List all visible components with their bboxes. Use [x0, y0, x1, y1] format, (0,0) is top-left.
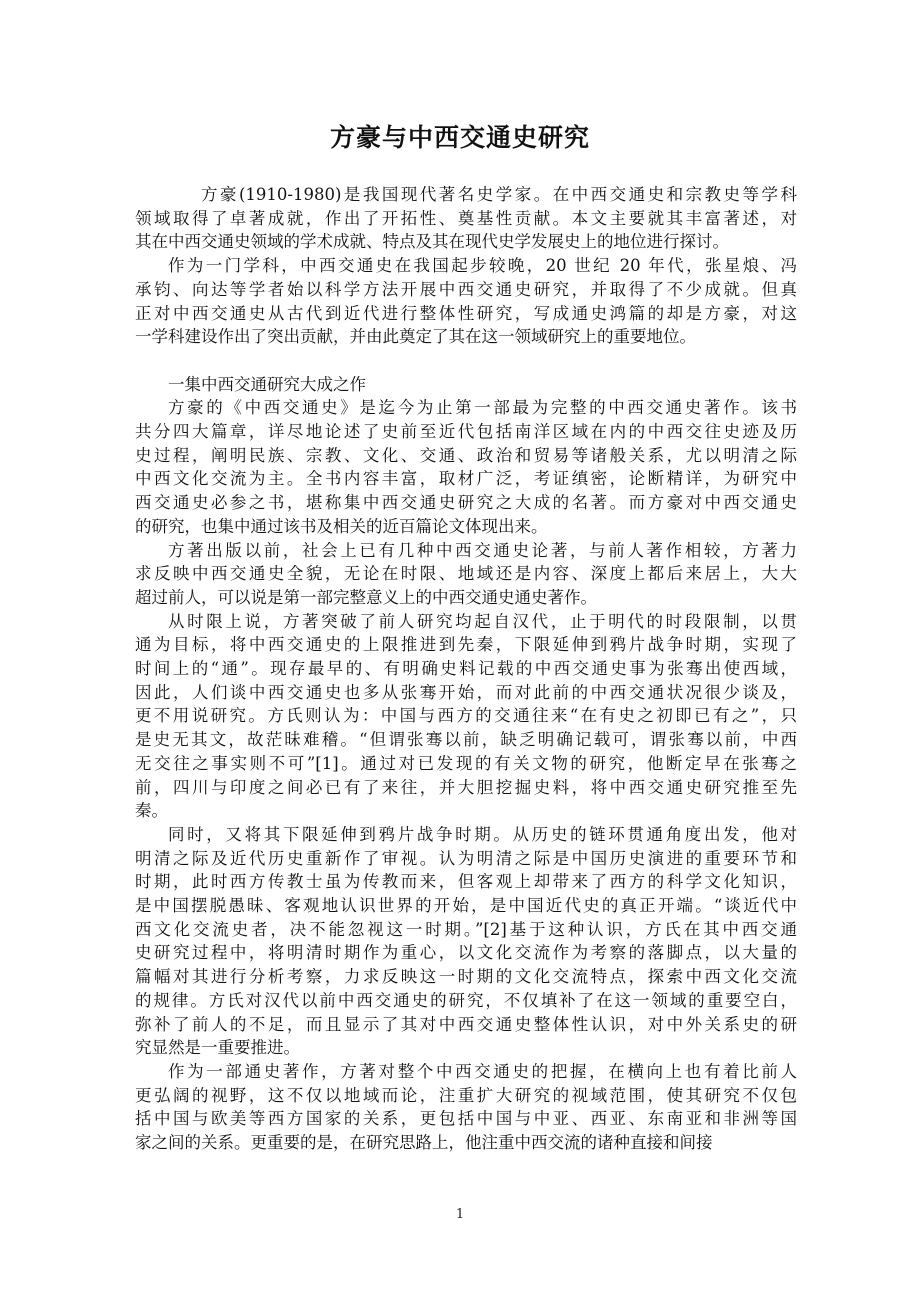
text-line: 西交通史必参之书，堪称集中西交通史研究之大成的名著。而方豪对中西交通史	[135, 493, 797, 513]
document-body	[135, 183, 797, 1155]
text-line: 正对中西交通史从古代到近代进行整体性研究，写成通史鸿篇的却是方豪，对这	[135, 303, 797, 323]
intro-paragraph-2	[135, 254, 797, 349]
section-paragraph-4	[135, 823, 797, 1060]
text-line: 史研究过程中，将明清时期作为重心，以文化交流作为考察的落脚点，以大量的	[135, 943, 797, 963]
text-line: 篇幅对其进行分析考察，力求反映这一时期的文化交流特点，探索中西文化交流	[135, 967, 797, 987]
text-line: 同时，又将其下限延伸到鸦片战争时期。从历史的链环贯通角度出发，他对	[168, 824, 797, 844]
text-line: 史过程，阐明民族、宗教、文化、交通、政治和贸易等诸般关系，尤以明清之际	[135, 445, 797, 465]
text-line: 通为目标，将中西交通史的上限推进到先秦，下限延伸到鸦片战争时期，实现了	[135, 635, 797, 655]
text-line: 前，四川与印度之间必已有了来往，并大胆挖掘史料，将中西交通史研究推至先	[135, 777, 797, 797]
text-line: 究显然是一重要推进。	[135, 1038, 300, 1058]
section-heading: 一集中西交通研究大成之作	[168, 374, 366, 394]
section-paragraph-3	[135, 610, 797, 823]
text-line: 一学科建设作出了突出贡献，并由此奠定了其在这一领域研究上的重要地位。	[135, 327, 696, 347]
text-line: 西文化交流史者，决不能忽视这一时期。”[2]基于这种认识，方氏在其中西交通	[135, 919, 797, 939]
text-line: 超过前人，可以说是第一部完整意义上的中西交通史通史著作。	[135, 587, 597, 607]
text-line: 承钧、向达等学者始以科学方法开展中西交通史研究，并取得了不少成就。但真	[135, 279, 797, 299]
text-line: 的规律。方氏对汉代以前中西交通史的研究，不仅填补了在这一领域的重要空白，	[135, 990, 797, 1010]
intro-paragraph-1	[135, 183, 797, 254]
section-paragraph-1	[135, 396, 797, 538]
text-line: 领域取得了卓著成就，作出了开拓性、奠基性贡献。本文主要就其丰富著述，对	[135, 208, 797, 228]
text-line: 无交往之事实则不可”[1]。通过对已发现的有关文物的研究，他断定早在张骞之	[135, 753, 797, 773]
section-paragraph-2	[135, 539, 797, 610]
text-line: 因此，人们谈中西交通史也多从张骞开始，而对此前的中西交通状况很少谈及，	[135, 682, 797, 702]
section-paragraph-5	[135, 1060, 797, 1155]
page-number: 1	[455, 1207, 465, 1222]
text-line: 求反映中西交通史全貌，无论在时限、地域还是内容、深度上都后来居上，大大	[135, 564, 797, 584]
text-line: 作为一部通史著作，方著对整个中西交通史的把握，在横向上也有着比前人	[168, 1062, 797, 1081]
text-line: 秦。	[135, 801, 168, 821]
document-title: 方豪与中西交通史研究	[329, 123, 590, 152]
text-line: 方豪的《中西交通史》是迄今为止第一部最为完整的中西交通史著作。该书	[168, 398, 797, 418]
text-line: 是史无其文，故茫昧难稽。“但谓张骞以前，缺乏明确记载可，谓张骞以前，中西	[135, 730, 797, 750]
text-line: 更弘阔的视野，这不仅以地域而论，注重扩大研究的视域范围，使其研究不仅包	[135, 1085, 797, 1105]
text-line: 括中国与欧美等西方国家的关系，更包括中国与中亚、西亚、东南亚和非洲等国	[135, 1109, 797, 1129]
text-line: 明清之际及近代历史重新作了审视。认为明清之际是中国历史演进的重要环节和	[135, 848, 797, 868]
text-line: 方豪(1910-1980)是我国现代著名史学家。在中西交通史和宗教史等学科	[201, 185, 797, 204]
text-line: 从时限上说，方著突破了前人研究均起自汉代，止于明代的时段限制，以贯	[168, 611, 797, 631]
text-line: 中西文化交流为主。全书内容丰富，取材广泛，考证缜密，论断精详，为研究中	[135, 469, 797, 489]
text-line: 弥补了前人的不足，而且显示了其对中西交通史整体性认识，对中外关系史的研	[135, 1014, 797, 1034]
text-line: 其在中西交通史领域的学术成就、特点及其在现代史学发展史上的地位进行探讨。	[135, 232, 729, 252]
text-line: 时间上的“通”。现存最早的、有明确史料记载的中西交通史事为张骞出使西域，	[135, 659, 797, 679]
text-line: 更不用说研究。方氏则认为：中国与西方的交通往来“在有史之初即已有之”，只	[135, 706, 797, 726]
text-line: 方著出版以前，社会上已有几种中西交通史论著，与前人著作相较，方著力	[168, 540, 797, 560]
text-line: 家之间的关系。更重要的是，在研究思路上，他注重中西交流的诸种直接和间接	[135, 1133, 713, 1153]
text-line: 的研究，也集中通过该书及相关的近百篇论文体现出来。	[135, 516, 548, 536]
text-line: 时期，此时西方传教士虽为传教而来，但客观上却带来了西方的科学文化知识，	[135, 872, 797, 892]
text-line: 是中国摆脱愚昧、客观地认识世界的开始，是中国近代史的真正开端。“谈近代中	[135, 896, 797, 916]
text-line: 共分四大篇章，详尽地论述了史前至近代包括南洋区域在内的中西交往史迹及历	[135, 422, 797, 442]
paragraph-spacer	[135, 349, 797, 373]
text-line: 作为一门学科，中西交通史在我国起步较晚，20 世纪 20 年代，张星烺、冯	[168, 256, 797, 276]
